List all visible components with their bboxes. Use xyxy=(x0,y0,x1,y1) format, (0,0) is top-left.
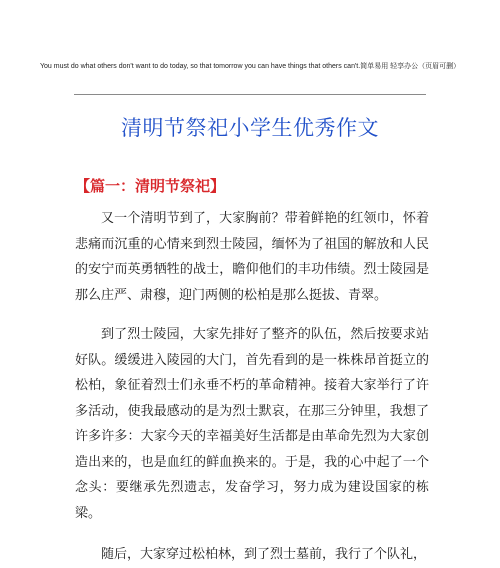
header-divider xyxy=(74,94,426,95)
body-paragraph: 又一个清明节到了，大家胸前？带着鲜艳的红领巾，怀着悲痛而沉重的心情来到烈士陵园，缅怀为了祖国的解放和人民的安宁而英勇牺牲的战士，瞻仰他们的丰功伟绩。烈士陵园是那么庄严、肃穆，迎门两侧的松柏是那么挺拔、青翠。 xyxy=(75,211,429,303)
header-motto: You must do what others don't want to do today, so that tomorrow you can have things that others can't.简单易用 轻享办公（页眉可删） xyxy=(40,63,461,70)
body-paragraph: 随后，大家穿过松柏林，到了烈士墓前，我行了个队礼， xyxy=(101,547,427,562)
section-heading: 【篇一：清明节祭祀】 xyxy=(75,177,226,195)
body-paragraph: 到了烈士陵园，大家先排好了整齐的队伍，然后按要求站好队。缓缓进入陵园的大门，首先看到的是一株株昂首挺立的松柏，象征着烈士们永垂不朽的革命精神。接着大家举行了许多活动，使我最感动的是为烈士默哀，在那三分钟里，我想了许多许多：大家今天的幸福美好生活都是由革命先烈为大家创造出来的，也是血红的鲜血换来的。于是，我的心中起了一个念头：要继承先烈遗志，发奋学习，努力成为建设国家的栋梁。 xyxy=(75,327,429,521)
document-title: 清明节祭祀小学生优秀作文 xyxy=(121,116,379,140)
page-header xyxy=(40,60,460,73)
